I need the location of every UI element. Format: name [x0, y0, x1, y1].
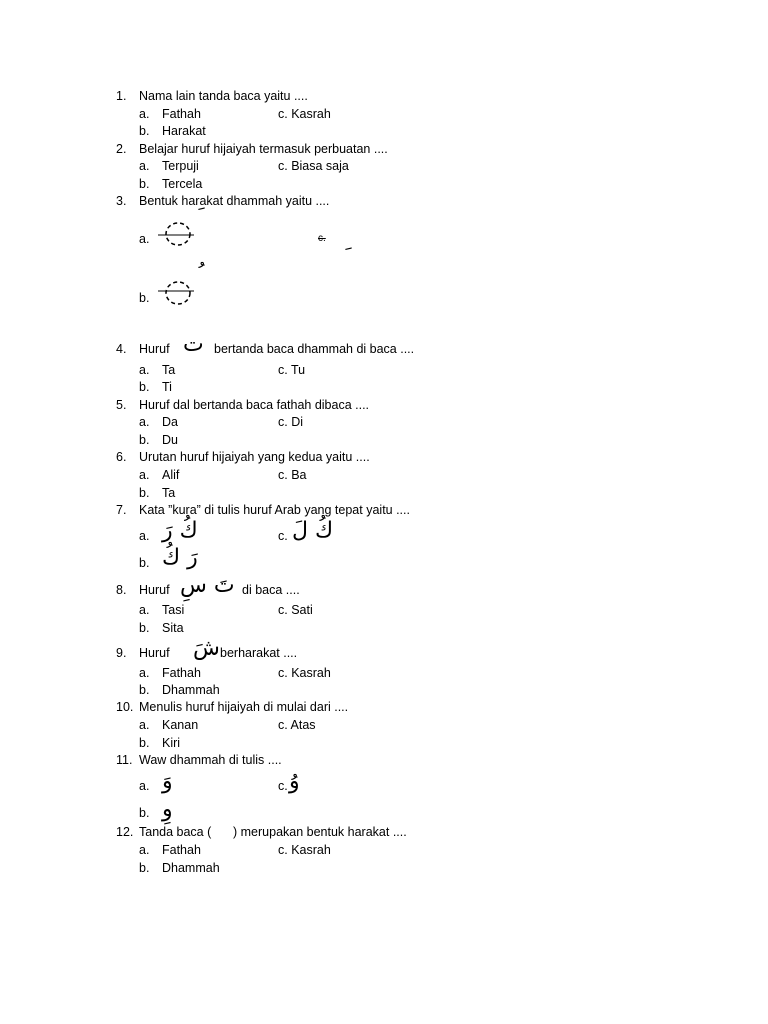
q3-number: 3.: [116, 194, 127, 208]
q4-option-c: c. Tu: [278, 363, 306, 377]
q10-option-b: Kiri: [162, 736, 181, 750]
q6-a-label: a.: [139, 468, 150, 482]
q10-number: 10.: [116, 700, 134, 714]
q5-option-c: c. Di: [278, 415, 303, 429]
q9-option-a: Fathah: [162, 666, 201, 680]
q4-arabic-letter: ت: [183, 332, 204, 357]
q11-option-b-arabic: وِ: [162, 797, 173, 822]
q4-a-label: a.: [139, 363, 150, 377]
q10-option-c: c. Atas: [278, 718, 316, 732]
q5-option-b: Du: [162, 433, 178, 447]
q8-text-pre: Huruf: [139, 583, 170, 597]
q8-a-label: a.: [139, 603, 150, 617]
q11-option-c-arabic: وُ: [289, 769, 300, 794]
q3-b-label: b.: [139, 291, 150, 305]
q11-c-label: c.: [278, 779, 288, 793]
q7-b-label: b.: [139, 556, 150, 570]
q10-text: Menulis huruf hijaiyah di mulai dari ....: [139, 700, 349, 714]
q9-text-post: berharakat ....: [220, 646, 298, 660]
q11-number: 11.: [116, 753, 133, 767]
q9-b-label: b.: [139, 683, 150, 697]
q4-b-label: b.: [139, 380, 150, 394]
q7-number: 7.: [116, 503, 127, 517]
q5-b-label: b.: [139, 433, 150, 447]
q12-option-a: Fathah: [162, 843, 201, 857]
q8-arabic-letters: تَ سِ: [180, 573, 235, 598]
q1-option-c: c. Kasrah: [278, 107, 331, 121]
q6-option-b: Ta: [162, 486, 176, 500]
q9-text-pre: Huruf: [139, 646, 170, 660]
q8-number: 8.: [116, 583, 127, 597]
q6-text: Urutan huruf hijaiyah yang kedua yaitu ....: [139, 450, 370, 464]
q12-a-label: a.: [139, 843, 150, 857]
q6-number: 6.: [116, 450, 127, 464]
q9-number: 9.: [116, 646, 127, 660]
q4-text-post: bertanda baca dhammah di baca ....: [214, 342, 415, 356]
q11-b-label: b.: [139, 806, 150, 820]
q7-c-label: c.: [278, 529, 288, 543]
q9-option-b: Dhammah: [162, 683, 220, 697]
q1-option-a: Fathah: [162, 107, 201, 121]
q5-number: 5.: [116, 398, 127, 412]
q3-text: Bentuk harakat dhammah yaitu ....: [139, 194, 330, 208]
q6-option-c: c. Ba: [278, 468, 307, 482]
q7-option-a-arabic: كُ رَ: [162, 518, 198, 543]
q1-option-b: Harakat: [162, 124, 206, 138]
q3-option-c-label: c.: [318, 233, 326, 244]
q12-text-pre: Tanda baca (: [139, 825, 212, 839]
q4-number: 4.: [116, 342, 127, 356]
q12-option-c: c. Kasrah: [278, 843, 331, 857]
q12-option-b: Dhammah: [162, 861, 220, 875]
q4-option-a: Ta: [162, 363, 176, 377]
q11-option-a-arabic: وَ: [162, 769, 173, 794]
q7-text: Kata ”kura” di tulis huruf Arab yang tepat yaitu ....: [139, 503, 410, 517]
q2-text: Belajar huruf hijaiyah termasuk perbuatan ....: [139, 142, 388, 156]
q3-a-label: a.: [139, 232, 150, 246]
q8-text-post: di baca ....: [242, 583, 300, 597]
q10-a-label: a.: [139, 718, 150, 732]
q8-option-b: Sita: [162, 621, 184, 635]
q10-option-a: Kanan: [162, 718, 199, 732]
q11-text: Waw dhammah di tulis ....: [139, 753, 282, 767]
q8-b-label: b.: [139, 621, 150, 635]
q7-option-b-arabic: رَ كُ: [162, 545, 198, 570]
q9-a-label: a.: [139, 666, 150, 680]
q12-b-label: b.: [139, 861, 150, 875]
q2-a-label: a.: [139, 159, 150, 173]
q5-option-a: Da: [162, 415, 178, 429]
q7-option-c-arabic: كُ لَ: [292, 518, 334, 543]
q2-option-a: Terpuji: [162, 159, 199, 173]
q6-option-a: Alif: [162, 468, 180, 482]
q4-text-pre: Huruf: [139, 342, 170, 356]
dotted-circle-icon: [158, 220, 194, 248]
q7-a-label: a.: [139, 529, 150, 543]
q9-arabic-letter: شَ: [193, 636, 220, 661]
dotted-circle-icon: [158, 279, 194, 307]
q2-b-label: b.: [139, 177, 150, 191]
q5-text: Huruf dal bertanda baca fathah dibaca ....: [139, 398, 370, 412]
q6-b-label: b.: [139, 486, 150, 500]
q12-number: 12.: [116, 825, 134, 839]
q1-number: 1.: [116, 89, 127, 103]
q11-a-label: a.: [139, 779, 150, 793]
q2-option-c: c. Biasa saja: [278, 159, 349, 173]
q2-option-b: Tercela: [162, 177, 203, 191]
q1-a-label: a.: [139, 107, 150, 121]
q5-a-label: a.: [139, 415, 150, 429]
q8-option-a: Tasi: [162, 603, 185, 617]
q1-text: Nama lain tanda baca yaitu ....: [139, 89, 308, 103]
q2-number: 2.: [116, 142, 127, 156]
q10-b-label: b.: [139, 736, 150, 750]
q4-option-b: Ti: [162, 380, 172, 394]
q12-text-post: ) merupakan bentuk harakat ....: [233, 825, 407, 839]
q9-option-c: c. Kasrah: [278, 666, 331, 680]
q8-option-c: c. Sati: [278, 603, 313, 617]
q1-b-label: b.: [139, 124, 150, 138]
